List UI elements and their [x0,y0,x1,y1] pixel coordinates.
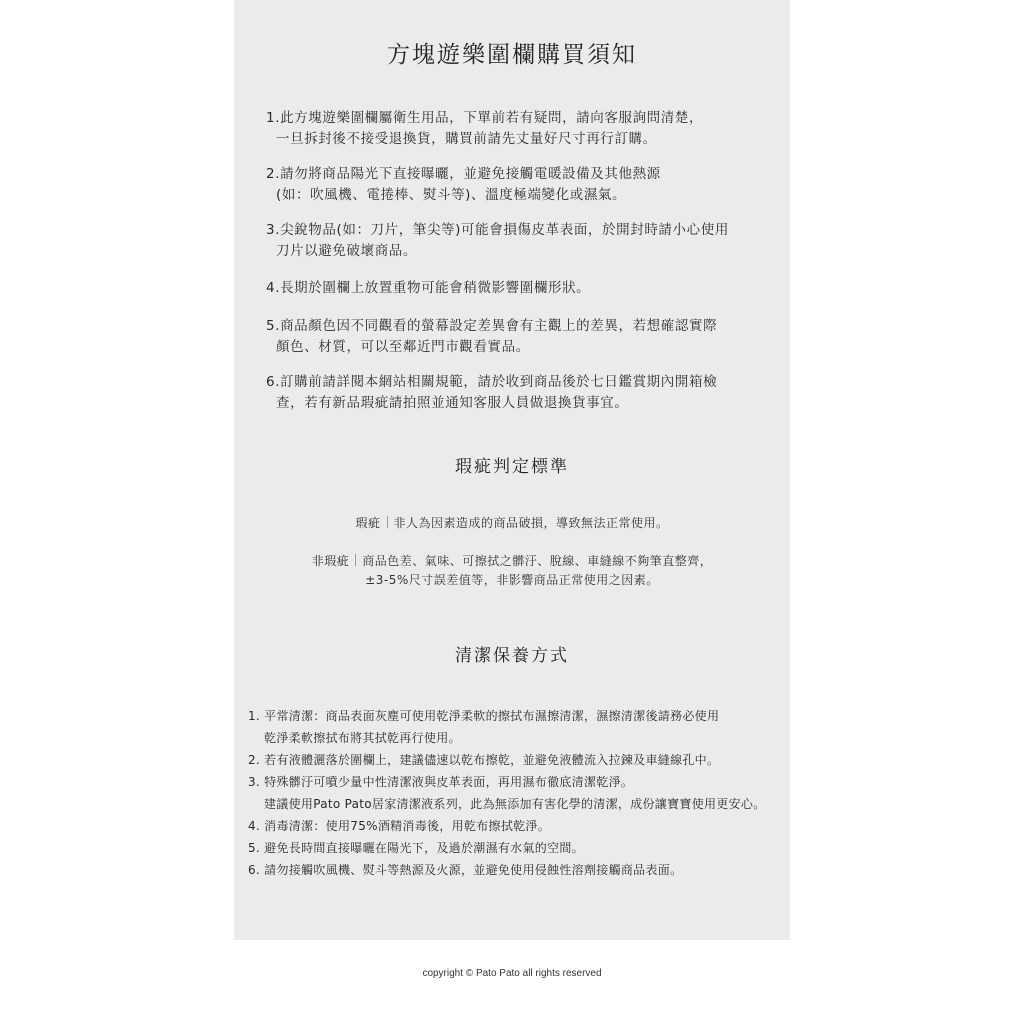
care-item-1-cont: 乾淨柔軟擦拭布將其拭乾再行使用。 [264,731,461,745]
separator [355,554,356,566]
nondefect-text-2: ±3-5%尺寸誤差值等，非影響商品正常使用之因素。 [365,573,659,587]
notice-line: 顏色、材質，可以至鄰近門市觀看實品。 [276,339,530,355]
nondefect-label: 非瑕疵 [311,554,350,568]
notice-line: 6.訂購前請詳閱本網站相關規範，請於收到商品後於七日鑑賞期內開箱檢 [266,374,718,390]
defect-label: 瑕疵 [355,516,381,530]
nondefect-definition [234,552,790,590]
notice-line: 3.尖銳物品(如：刀片，筆尖等)可能會損傷皮革表面，於開封時請小心使用 [266,222,729,238]
notice-item-5 [266,316,717,358]
care-list [248,705,766,881]
care-item-5: 5. 避免長時間直接曝曬在陽光下，及過於潮濕有水氣的空間。 [248,841,584,855]
care-item-1: 1. 平常清潔：商品表面灰塵可使用乾淨柔軟的擦拭布濕擦清潔，濕擦清潔後請務必使用 [248,709,720,723]
defect-section-title: 瑕疵判定標準 [455,457,569,477]
content-panel [234,0,790,940]
notice-item-1 [266,108,703,150]
notice-line: 4.長期於圍欄上放置重物可能會稍微影響圍欄形狀。 [266,280,591,296]
notice-item-3 [266,220,729,262]
care-item-3-cont: 建議使用Pato Pato居家清潔液系列，此為無添加有害化學的清潔，成份讓寶寶使用更安心。 [264,797,766,811]
defect-text: 非人為因素造成的商品破損，導致無法正常使用。 [393,516,669,530]
notice-line: (如：吹風機、電捲棒、熨斗等)、溫度極端變化或濕氣。 [276,187,627,203]
nondefect-text: 商品色差、氣味、可擦拭之髒汙、脫線、車縫線不夠筆直整齊， [362,554,713,568]
care-item-3: 3. 特殊髒汙可噴少量中性清潔液與皮革表面，再用濕布徹底清潔乾淨。 [248,775,634,789]
notice-line: 1.此方塊遊樂圍欄屬衛生用品，下單前若有疑問，請向客服詢問清楚， [266,110,704,126]
notice-line: 刀片以避免破壞商品。 [276,243,417,259]
care-item-2: 2. 若有液體灑落於圍欄上，建議儘速以乾布擦乾，並避免液體流入拉鍊及車縫線孔中。 [248,753,720,767]
care-section-title: 清潔保養方式 [455,646,569,666]
defect-definition [234,514,790,533]
notice-item-4 [266,278,590,299]
notice-line: 查，若有新品瑕疵請拍照並通知客服人員做退換貨事宜。 [276,395,629,411]
copyright-footer: copyright © Pato Pato all rights reserved [422,968,602,979]
notice-line: 5.商品顏色因不同觀看的螢幕設定差異會有主觀上的差異，若想確認實際 [266,318,718,334]
notice-item-6 [266,372,717,414]
page-title: 方塊遊樂圍欄購買須知 [387,42,637,68]
separator [387,516,388,528]
care-item-4: 4. 消毒清潔：使用75%酒精消毒後，用乾布擦拭乾淨。 [248,819,551,833]
notice-item-2 [266,164,661,206]
notice-line: 2.請勿將商品陽光下直接曝曬，並避免接觸電暖設備及其他熱源 [266,166,661,182]
care-item-6: 6. 請勿接觸吹風機、熨斗等熱源及火源，並避免使用侵蝕性溶劑接觸商品表面。 [248,863,683,877]
notice-line: 一旦拆封後不接受退換貨，購買前請先丈量好尺寸再行訂購。 [276,131,657,147]
